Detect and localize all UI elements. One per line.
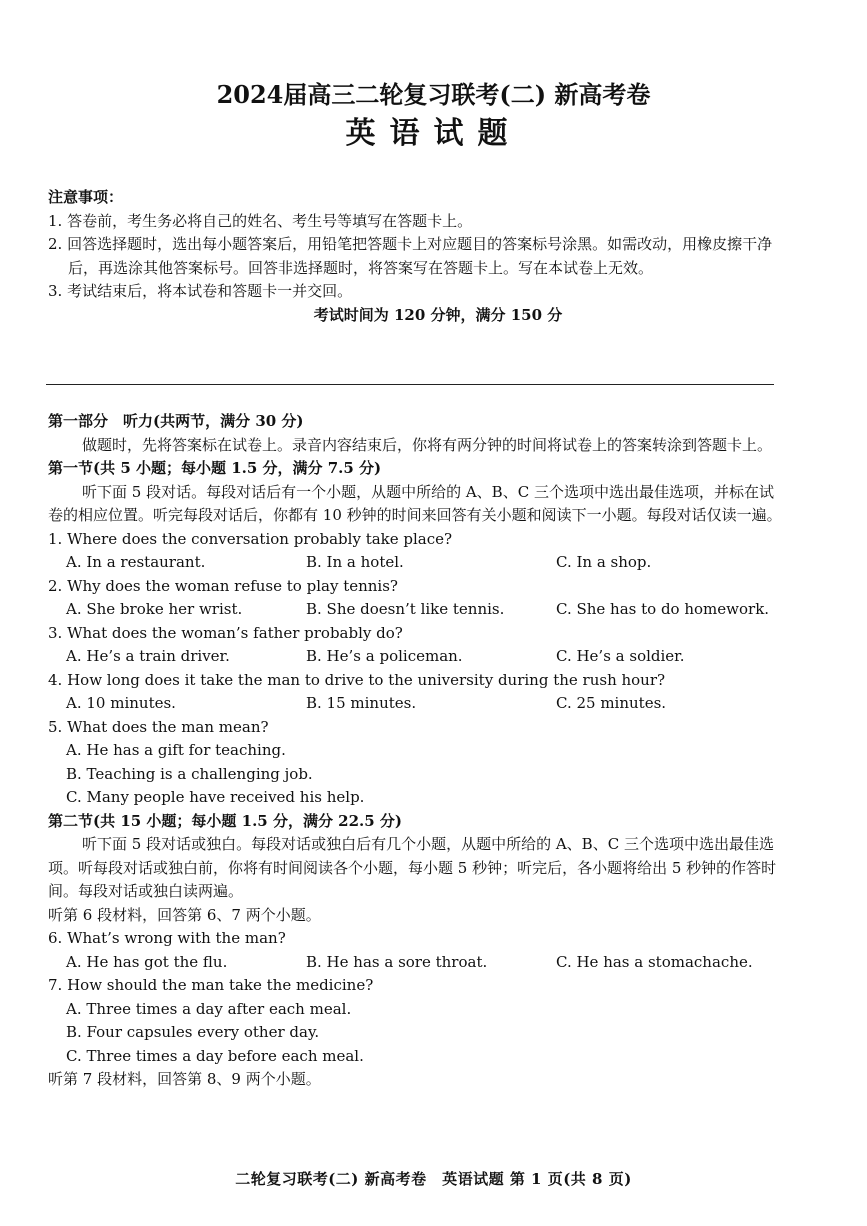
section1-intro: 听下面 5 段对话。每段对话后有一个小题，从题中所给的 A、B、C 三个选项中选出最佳选项，并标在试卷的相应位置。听完每段对话后，你都有 10 秒钟的时间来回答有关小题和阅读下一小题。每段对话仅读一遍。 xyxy=(48,482,782,524)
material-7-instruction: 听第 7 段材料，回答第 8、9 两个小题。 xyxy=(48,1070,321,1088)
option-c: C. He’s a soldier. xyxy=(556,647,685,665)
notice-item-3: 3. 考试结束后，将本试卷和答题卡一并交回。 xyxy=(48,282,353,300)
section2-heading: 第二节(共 15 小题；每小题 1.5 分，满分 22.5 分) xyxy=(48,811,403,830)
exam-time: 考试时间为 120 分钟，满分 150 分 xyxy=(313,305,563,324)
exam-title: 2024届高三二轮复习联考(二) 新高考卷 xyxy=(216,80,651,109)
option-c: C. 25 minutes. xyxy=(556,694,667,712)
question-5: 5. What does the man mean? xyxy=(48,717,269,736)
question-3-options xyxy=(48,645,788,669)
section2-intro: 听下面 5 段对话或独白。每段对话或独白后有几个小题，从题中所给的 A、B、C 三个选项中选出最佳选项。听每段对话或独白前，你将有时间阅读各个小题，每小题 5 秒钟；听完后，各小题将给出 5 秒钟的作答时间。每段对话或独白读两遍。 xyxy=(48,835,777,900)
option-b: B. Teaching is a challenging job. xyxy=(66,764,313,783)
question-4-options xyxy=(48,692,788,716)
option-a: A. 10 minutes. xyxy=(66,694,176,712)
option-c: C. He has a stomachache. xyxy=(556,952,753,971)
option-c: C. Many people have received his help. xyxy=(66,788,365,806)
option-a: A. She broke her wrist. xyxy=(66,600,243,618)
option-b: B. In a hotel. xyxy=(306,553,404,571)
question-3: 3. What does the woman’s father probably do? xyxy=(48,623,403,642)
question-1-options xyxy=(48,551,788,575)
part1-intro: 做题时，先将答案标在试卷上。录音内容结束后，你将有两分钟的时间将试卷上的答案转涂到答题卡上。 xyxy=(82,435,773,454)
notice-item-2: 2. 回答选择题时，选出每小题答案后，用铅笔把答题卡上对应题目的答案标号涂黑。如需改动，用橡皮擦干净后，再选涂其他答案标号。回答非选择题时，将答案写在答题卡上。写在本试卷上无效。 xyxy=(48,235,773,277)
page-footer: 二轮复习联考(二) 新高考卷 英语试题 第 1 页(共 8 页) xyxy=(235,1170,632,1188)
notice-heading: 注意事项： xyxy=(48,188,124,206)
listening-section xyxy=(48,410,788,1092)
option-a: A. Three times a day after each meal. xyxy=(66,999,352,1018)
option-a: A. He’s a train driver. xyxy=(66,647,230,665)
question-7: 7. How should the man take the medicine? xyxy=(48,976,374,994)
question-2-options xyxy=(48,598,788,622)
divider-line xyxy=(46,384,774,385)
option-c: C. She has to do homework. xyxy=(556,600,770,618)
notice-section xyxy=(48,186,788,327)
option-b: B. He’s a policeman. xyxy=(306,647,463,665)
section1-heading: 第一节(共 5 小题；每小题 1.5 分，满分 7.5 分) xyxy=(48,459,382,477)
subject-title: 英语试题 xyxy=(345,116,522,151)
material-6-instruction: 听第 6 段材料，回答第 6、7 两个小题。 xyxy=(48,905,321,924)
option-c: C. Three times a day before each meal. xyxy=(66,1046,364,1065)
option-b: B. He has a sore throat. xyxy=(306,952,488,971)
option-b: B. She doesn’t like tennis. xyxy=(306,600,505,618)
option-a: A. He has a gift for teaching. xyxy=(66,741,286,759)
notice-item-1: 1. 答卷前，考生务必将自己的姓名、考生号等填写在答题卡上。 xyxy=(48,211,473,230)
part1-heading: 第一部分 听力(共两节，满分 30 分) xyxy=(48,412,304,430)
option-c: C. In a shop. xyxy=(556,553,652,571)
question-4: 4. How long does it take the man to drive to the university during the rush hour? xyxy=(48,670,666,689)
question-2: 2. Why does the woman refuse to play tennis? xyxy=(48,576,398,595)
question-6: 6. What’s wrong with the man? xyxy=(48,929,286,947)
option-a: A. He has got the flu. xyxy=(66,952,228,971)
question-1: 1. Where does the conversation probably take place? xyxy=(48,529,453,548)
option-b: B. Four capsules every other day. xyxy=(66,1023,320,1041)
question-6-options xyxy=(48,951,788,975)
option-a: A. In a restaurant. xyxy=(66,553,206,571)
option-b: B. 15 minutes. xyxy=(306,694,417,712)
